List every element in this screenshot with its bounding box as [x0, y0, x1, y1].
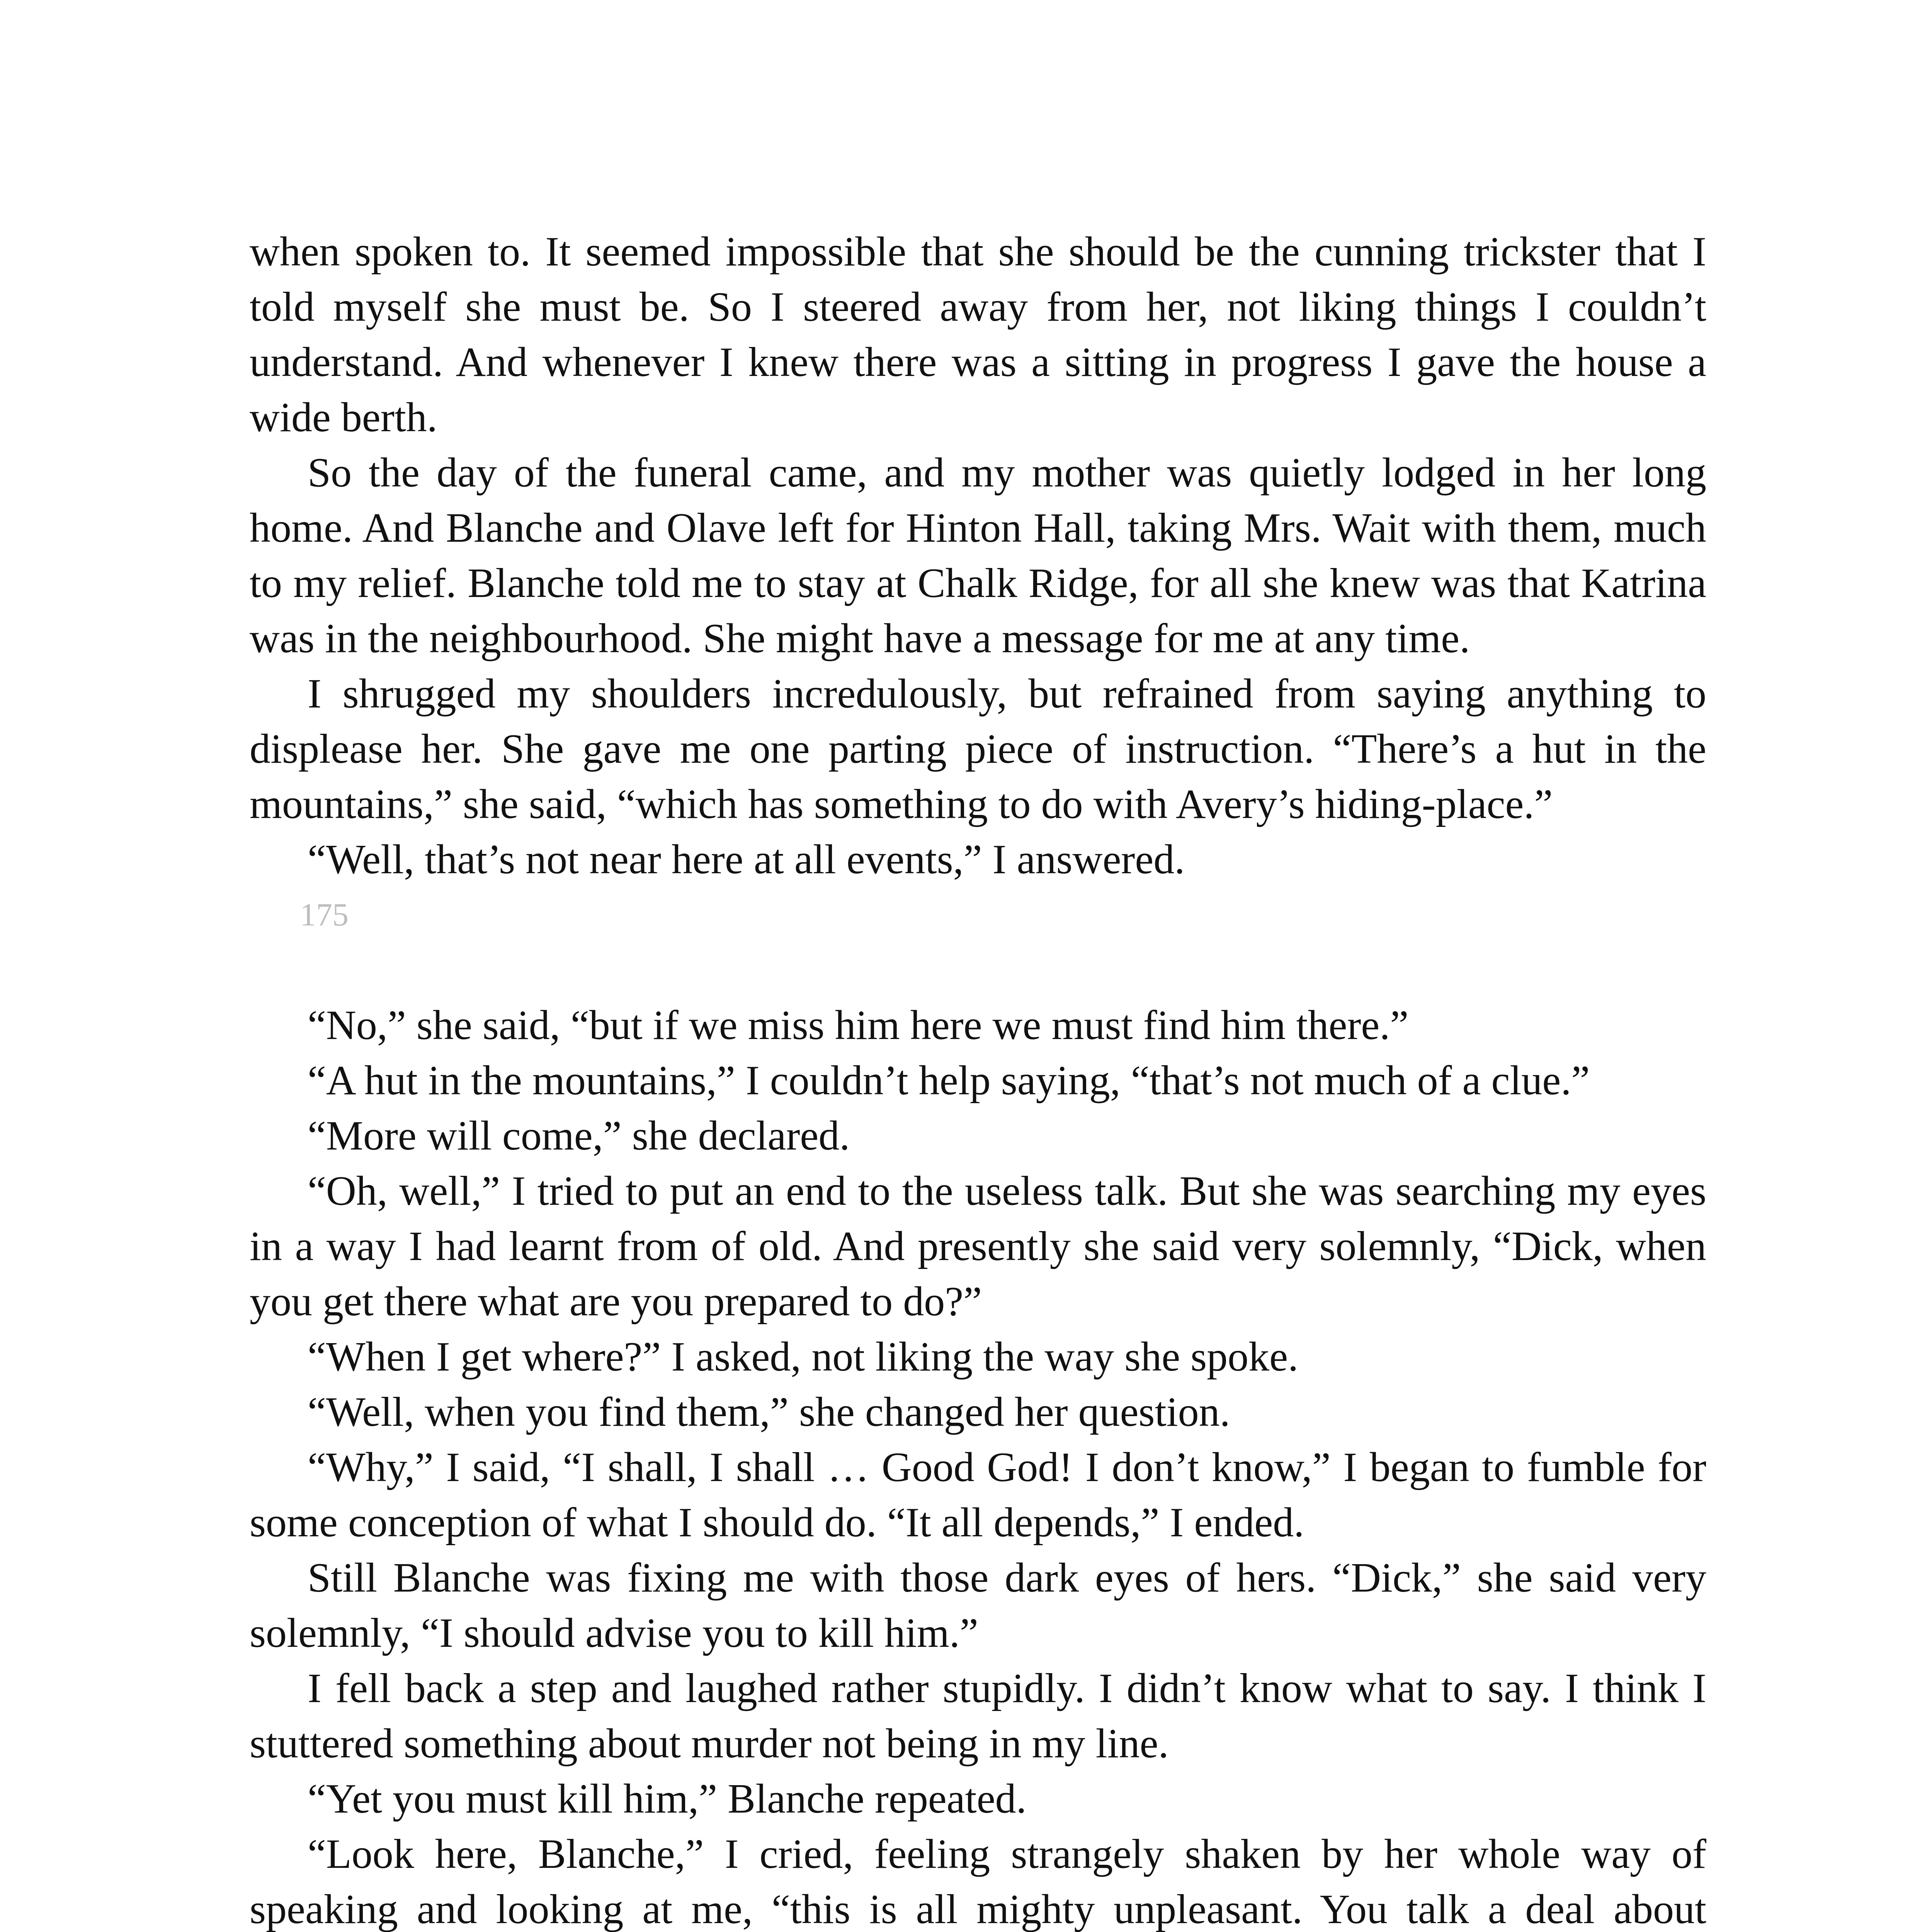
paragraph: “Look here, Blanche,” I cried, feeling strangely shaken by her whole way of speaking and looking at me, “this is all mighty unpleasant. You talk a deal about: [250, 1831, 1706, 1932]
paragraph: “Well, when you find them,” she changed her question.: [308, 1389, 1230, 1435]
paragraph: “When I get where?” I asked, not liking the way she spoke.: [308, 1334, 1299, 1380]
paragraph: “A hut in the mountains,” I couldn’t help saying, “that’s not much of a clue.”: [308, 1058, 1590, 1104]
paragraph: I shrugged my shoulders incredulously, but refrained from saying anything to displease her. She gave me one parting piece of instruction. “There’s a hut in the mountains,” she said, “which has something to do with Avery’s hiding-place.”: [250, 671, 1706, 827]
paragraph: “More will come,” she declared.: [308, 1113, 850, 1159]
paragraph: “Oh, well,” I tried to put an end to the useless talk. But she was searching my eyes in a way I had learnt from of old. And presently she said very solemnly, “Dick, when you get there what are you prepared to do?”: [250, 1168, 1706, 1325]
paragraph: “Yet you must kill him,” Blanche repeated.: [308, 1776, 1027, 1822]
page-number: 175: [300, 897, 349, 933]
paragraph: Still Blanche was fixing me with those dark eyes of hers. “Dick,” she said very solemnly, “I should advise you to kill him.”: [250, 1555, 1706, 1656]
page-break-spacer: [250, 942, 1706, 998]
paragraph: when spoken to. It seemed impossible that she should be the cunning trickster that I told myself she must be. So I steered away from her, not liking things I couldn’t understand. And whenever I knew there was a sitting in progress I gave the house a wide berth.: [250, 229, 1706, 440]
paragraph: I fell back a step and laughed rather stupidly. I didn’t know what to say. I think I stuttered something about murder not being in my line.: [250, 1665, 1706, 1767]
paragraph: So the day of the funeral came, and my mother was quietly lodged in her long home. And Blanche and Olave left for Hinton Hall, taking Mrs. Wait with them, much to my relief. Blanche told me to stay at Chalk Ridge, for all she knew was that Katrina was in the neighbourhood. She might have a message for me at any time.: [250, 450, 1706, 662]
paragraph: “Well, that’s not near here at all events,” I answered.: [308, 837, 1185, 883]
page-text: [250, 224, 1706, 1932]
paragraph: “No,” she said, “but if we miss him here we must find him there.”: [308, 1002, 1409, 1048]
paragraph: “Why,” I said, “I shall, I shall … Good God! I don’t know,” I began to fumble for some conception of what I should do. “It all depends,” I ended.: [250, 1444, 1706, 1546]
